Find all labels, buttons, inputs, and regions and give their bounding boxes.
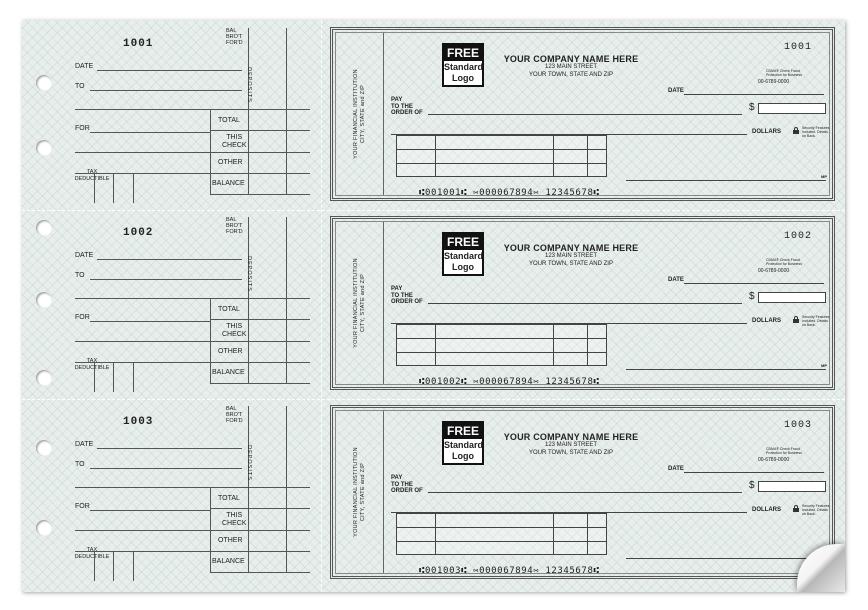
stub-to-label: TO xyxy=(75,461,85,468)
stub-for-label: FOR xyxy=(75,125,90,132)
micr-line: ⑆001002⑆ ⑅000067894⑅ 12345678⑆ xyxy=(419,377,600,387)
logo-logo-text: Logo xyxy=(452,262,474,272)
stub-to-label: TO xyxy=(75,83,85,90)
company-info xyxy=(486,243,656,268)
stub-this-check-label: THIS CHECK xyxy=(222,323,247,338)
stub-grid-line xyxy=(210,173,310,174)
bank-info xyxy=(336,33,384,195)
stub-tax-deductible-label: TAX DEDUCTIBLE xyxy=(74,169,110,182)
dollar-sign: $ xyxy=(749,102,755,113)
stub-grid-line xyxy=(133,362,134,392)
stub-grid-line xyxy=(210,152,310,153)
stub-grid-line xyxy=(113,362,114,392)
logo-logo-text: Logo xyxy=(452,73,474,83)
stub-grid-line xyxy=(210,362,310,363)
amount-box xyxy=(758,292,826,303)
stub-tax-deductible-label: TAX DEDUCTIBLE xyxy=(74,358,110,371)
stub-grid-line xyxy=(113,173,114,203)
company-street: 123 MAIN STREET xyxy=(544,253,597,259)
fraud-protection-note: CDMA® Check Fraud Protection for Business xyxy=(766,258,802,266)
stub-for-line xyxy=(90,510,210,511)
stub-grid-line xyxy=(210,109,211,194)
routing-fraction: 00-6789-0000 xyxy=(758,268,790,274)
company-city: YOUR TOWN, STATE AND ZIP xyxy=(529,260,613,267)
signature-line xyxy=(626,558,826,559)
stub-to-line xyxy=(90,279,242,280)
logo-free-text: FREE xyxy=(444,423,482,439)
fraud-protection-note: CDMA® Check Fraud Protection for Business xyxy=(766,447,802,455)
stub-date-line xyxy=(97,259,242,260)
stub-grid-line xyxy=(133,173,134,203)
amount-box xyxy=(758,481,826,492)
logo-free-text: FREE xyxy=(444,234,482,250)
security-features-note: Security Features Included. Details on Back. xyxy=(802,315,830,327)
company-info xyxy=(486,54,656,79)
bal-brot-ford-label: BAL BRO'T FOR'D xyxy=(226,406,243,424)
signature-line xyxy=(626,369,826,370)
payee-line xyxy=(428,492,742,493)
stub-for-line xyxy=(90,132,210,133)
mp-mark: MP xyxy=(821,174,827,179)
stub-grid-line xyxy=(248,217,249,383)
check-stub xyxy=(22,20,322,209)
lock-icon xyxy=(793,127,799,134)
company-street: 123 MAIN STREET xyxy=(544,442,597,448)
stub-other-label: OTHER xyxy=(218,159,243,166)
company-city: YOUR TOWN, STATE AND ZIP xyxy=(529,449,613,456)
stub-check-number: 1003 xyxy=(123,416,154,428)
stub-balance-label: BALANCE xyxy=(212,558,245,565)
stub-grid-line xyxy=(210,298,310,299)
stub-line xyxy=(75,152,210,153)
stub-grid-line xyxy=(210,130,310,131)
dollars-label: DOLLARS xyxy=(752,507,781,513)
stub-other-label: OTHER xyxy=(218,537,243,544)
stub-for-line xyxy=(90,321,210,322)
stub-grid-line xyxy=(133,551,134,581)
dollar-sign: $ xyxy=(749,480,755,491)
stub-check-number: 1001 xyxy=(123,38,154,50)
check-date-line xyxy=(684,94,824,95)
dollar-sign: $ xyxy=(749,291,755,302)
check-row xyxy=(22,209,845,398)
stub-grid-line xyxy=(210,383,310,384)
lock-icon xyxy=(793,505,799,512)
mp-mark: MP xyxy=(821,363,827,368)
stub-this-check-label: THIS CHECK xyxy=(222,512,247,527)
stub-to-line xyxy=(90,468,242,469)
bal-brot-ford-label: BAL BRO'T FOR'D xyxy=(226,217,243,235)
check-stub xyxy=(22,398,322,587)
stub-date-line xyxy=(97,448,242,449)
security-features-note: Security Features Included. Details on Back. xyxy=(802,504,830,516)
stub-to-line xyxy=(90,90,242,91)
signature-line xyxy=(626,180,826,181)
stub-deposits-label: DEPOSITS xyxy=(246,445,252,481)
stub-line xyxy=(75,530,210,531)
bank-city: CITY, STATE and ZIP xyxy=(359,273,366,333)
stub-for-label: FOR xyxy=(75,314,90,321)
micr-line: ⑆001001⑆ ⑅000067894⑅ 12345678⑆ xyxy=(419,188,600,198)
company-name: YOUR COMPANY NAME HERE xyxy=(503,432,639,442)
stub-balance-label: BALANCE xyxy=(212,369,245,376)
stub-balance-label: BALANCE xyxy=(212,180,245,187)
check-date-line xyxy=(684,472,824,473)
company-name: YOUR COMPANY NAME HERE xyxy=(503,243,639,253)
bank-city: CITY, STATE and ZIP xyxy=(359,84,366,144)
stub-deposits-label: DEPOSITS xyxy=(246,67,252,103)
stub-grid-line xyxy=(286,28,287,194)
stub-grid-line xyxy=(210,487,211,572)
logo-free-text: FREE xyxy=(444,45,482,61)
bal-brot-ford-label: BAL BRO'T FOR'D xyxy=(226,28,243,46)
stub-to-label: TO xyxy=(75,272,85,279)
stub-grid-line xyxy=(210,508,310,509)
routing-fraction: 00-6789-0000 xyxy=(758,457,790,463)
stub-date-label: DATE xyxy=(75,63,94,70)
company-name: YOUR COMPANY NAME HERE xyxy=(503,54,639,64)
routing-fraction: 00-6789-0000 xyxy=(758,79,790,85)
pay-to-label: PAY TO THE ORDER OF xyxy=(391,475,423,494)
stub-grid-line xyxy=(210,109,310,110)
memo-grid xyxy=(396,324,607,366)
company-info xyxy=(486,432,656,457)
stub-for-label: FOR xyxy=(75,503,90,510)
stub-grid-line xyxy=(210,530,310,531)
free-standard-logo xyxy=(442,421,484,465)
amount-box xyxy=(758,103,826,114)
stub-grid-line xyxy=(113,551,114,581)
stub-date-line xyxy=(97,70,242,71)
check-number: 1001 xyxy=(784,42,813,53)
logo-standard-text: Standard xyxy=(444,62,484,72)
stub-grid-line xyxy=(210,572,310,573)
check-body xyxy=(330,216,835,390)
check-row xyxy=(22,398,845,587)
stub-date-label: DATE xyxy=(75,252,94,259)
dollars-label: DOLLARS xyxy=(752,318,781,324)
bank-city: CITY, STATE and ZIP xyxy=(359,462,366,522)
free-standard-logo xyxy=(442,232,484,276)
payee-line xyxy=(428,303,742,304)
check-date-label: DATE xyxy=(668,277,684,283)
stub-check-number: 1002 xyxy=(123,227,154,239)
memo-grid xyxy=(396,135,607,177)
check-date-label: DATE xyxy=(668,466,684,472)
dollars-label: DOLLARS xyxy=(752,129,781,135)
fraud-protection-note: CDMA® Check Fraud Protection for Business xyxy=(766,69,802,77)
stub-line xyxy=(75,341,210,342)
stub-grid-line xyxy=(210,487,310,488)
bank-name: YOUR FINANCIAL INSTITUTION xyxy=(352,447,359,537)
bank-name: YOUR FINANCIAL INSTITUTION xyxy=(352,69,359,159)
payee-line xyxy=(428,114,742,115)
check-stub xyxy=(22,209,322,398)
stub-deposits-label: DEPOSITS xyxy=(246,256,252,292)
bank-info xyxy=(336,222,384,384)
logo-standard-text: Standard xyxy=(444,440,484,450)
stub-grid-line xyxy=(210,319,310,320)
check-body xyxy=(330,405,835,579)
stub-grid-line xyxy=(248,406,249,572)
company-city: YOUR TOWN, STATE AND ZIP xyxy=(529,71,613,78)
micr-line: ⑆001003⑆ ⑅000067894⑅ 12345678⑆ xyxy=(419,566,600,576)
stub-total-label: TOTAL xyxy=(218,306,240,313)
check-date-line xyxy=(684,283,824,284)
memo-grid xyxy=(396,513,607,555)
pay-to-label: PAY TO THE ORDER OF xyxy=(391,97,423,116)
lock-icon xyxy=(793,316,799,323)
stub-total-label: TOTAL xyxy=(218,117,240,124)
bank-info xyxy=(336,411,384,573)
stub-grid-line xyxy=(210,341,310,342)
pay-to-label: PAY TO THE ORDER OF xyxy=(391,286,423,305)
stub-grid-line xyxy=(248,28,249,194)
bank-name: YOUR FINANCIAL INSTITUTION xyxy=(352,258,359,348)
company-street: 123 MAIN STREET xyxy=(544,64,597,70)
check-date-label: DATE xyxy=(668,88,684,94)
security-features-note: Security Features Included. Details on Back. xyxy=(802,126,830,138)
free-standard-logo xyxy=(442,43,484,87)
stub-other-label: OTHER xyxy=(218,348,243,355)
logo-logo-text: Logo xyxy=(452,451,474,461)
stub-date-label: DATE xyxy=(75,441,94,448)
check-body xyxy=(330,27,835,201)
check-number: 1002 xyxy=(784,231,813,242)
stub-grid-line xyxy=(286,217,287,383)
stub-grid-line xyxy=(210,194,310,195)
stub-total-label: TOTAL xyxy=(218,495,240,502)
stub-grid-line xyxy=(286,406,287,572)
check-row xyxy=(22,20,845,209)
logo-standard-text: Standard xyxy=(444,251,484,261)
stub-tax-deductible-label: TAX DEDUCTIBLE xyxy=(74,547,110,560)
stub-grid-line xyxy=(210,551,310,552)
stub-this-check-label: THIS CHECK xyxy=(222,134,247,149)
check-number: 1003 xyxy=(784,420,813,431)
stub-grid-line xyxy=(210,298,211,383)
